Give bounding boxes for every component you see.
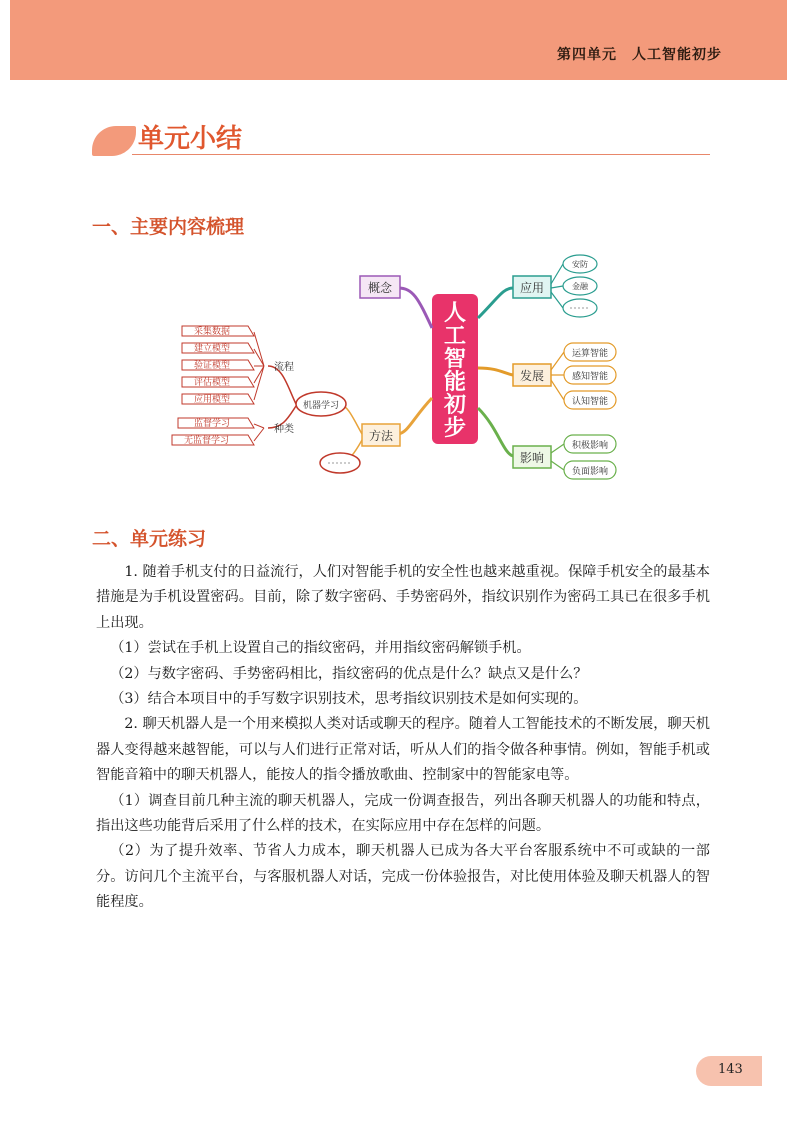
branch-concept	[398, 288, 432, 328]
step-label: 应用模型	[194, 395, 231, 405]
center-char: 能	[443, 370, 467, 395]
connector	[551, 444, 564, 470]
impact-label: 影响	[519, 451, 545, 465]
type-label: 无监督学习	[184, 436, 230, 446]
develop-item-label: 感知智能	[571, 372, 609, 382]
develop-item-label: 认知智能	[571, 397, 609, 407]
mind-map	[168, 248, 634, 492]
apply-label: 应用	[519, 281, 545, 295]
page-title: 单元小结	[138, 124, 243, 154]
paragraph: （2）与数字密码、手势密码相比，指纹密码的优点是什么？缺点又是什么？	[110, 665, 588, 682]
paragraph: 2. 聊天机器人是一个用来模拟人类对话或聊天的程序。随着人工智能技术的不断发展，聊天机器人变得越来越智能，可以与人们进行正常对话，听从人们的指令做各种事情。例如，智能手机或智能音箱中的聊天机器人，能按人的指令播放歌曲、控制家中的智能家电等。	[96, 716, 710, 784]
unit-header: 第四单元 人工智能初步	[557, 47, 722, 63]
center-char: 工	[443, 324, 467, 349]
branch-method	[398, 398, 432, 434]
paragraph: （1）尝试在手机上设置自己的指纹密码，并用指纹密码解锁手机。	[110, 640, 531, 657]
type-label: 监督学习	[194, 419, 231, 429]
title-underline	[132, 154, 710, 155]
kinds-label: 种类	[274, 424, 294, 435]
paragraph: （1）调查目前几种主流的聊天机器人，完成一份调查报告，列出各聊天机器人的功能和特点，指出这些功能背后采用了什么样的技术，在实际应用中存在怎样的问题。	[96, 792, 710, 835]
branch-apply	[478, 288, 513, 318]
impact-item-label: 负面影响	[571, 467, 609, 477]
develop-item-label: 运算智能	[571, 349, 609, 359]
ml-label: 机器学习	[302, 401, 340, 411]
header-band	[10, 0, 787, 80]
apply-item-label: 金融	[572, 282, 588, 291]
connector	[551, 264, 563, 308]
paragraph: 1. 随着手机支付的日益流行，人们对智能手机的安全性也越来越重视。保障手机安全的最基本措施是为手机设置密码。目前，除了数字密码、手势密码外，指纹识别作为密码工具已在很多手机上出现。	[96, 564, 710, 631]
step-label: 验证模型	[194, 361, 231, 371]
step-label: 建立模型	[194, 344, 231, 354]
step-label: 评估模型	[194, 378, 231, 388]
center-char: 智	[443, 347, 467, 372]
develop-label: 发展	[519, 369, 545, 383]
section-title-block	[92, 118, 710, 158]
apply-item-label: 安防	[572, 260, 588, 269]
center-char: 初	[443, 393, 467, 418]
step-label: 采集数据	[194, 327, 231, 337]
concept-label: 概念	[367, 281, 393, 295]
method-label: 方法	[368, 429, 394, 443]
page-number: 143	[718, 1062, 743, 1077]
center-char: 人	[443, 301, 467, 326]
paragraph: （2）为了提升效率、节省人力成本，聊天机器人已成为各大平台客服系统中不可或缺的一部分。访问几个主流平台，与客服机器人对话，完成一份体验报告，对比使用体验及聊天机器人的智能程度。	[96, 843, 710, 911]
connector	[551, 352, 564, 400]
connector	[254, 332, 264, 400]
branch-develop	[478, 368, 513, 375]
impact-item-label: 积极影响	[571, 441, 609, 451]
flow-label: 流程	[274, 362, 294, 373]
branch-impact	[478, 408, 513, 456]
exercise-body	[96, 560, 710, 916]
leaf-decoration	[92, 126, 136, 156]
heading-exercises: 二、单元练习	[92, 528, 207, 550]
heading-summary: 一、主要内容梳理	[92, 216, 245, 238]
connector	[254, 424, 264, 441]
center-char: 步	[443, 416, 467, 441]
paragraph: （3）结合本项目中的手写数字识别技术，思考指纹识别技术是如何实现的。	[110, 691, 588, 708]
